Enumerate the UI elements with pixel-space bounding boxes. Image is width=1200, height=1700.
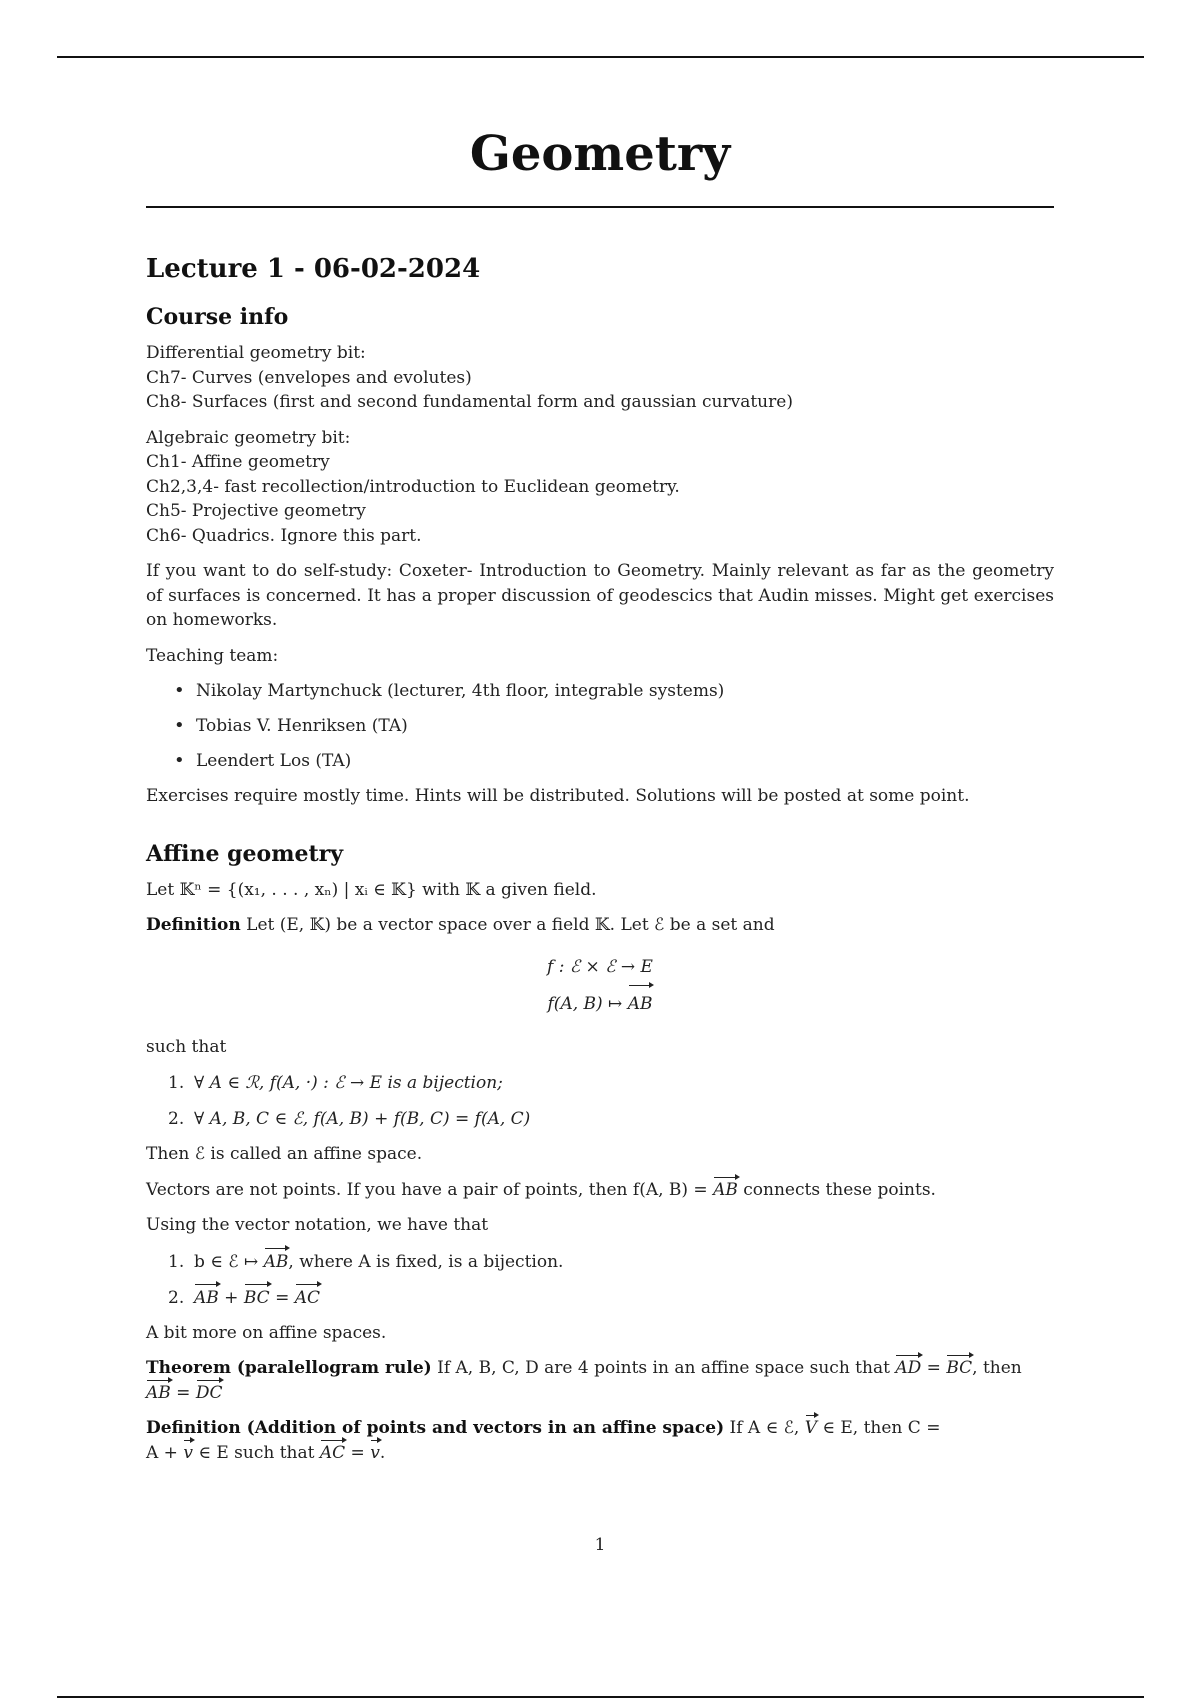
equation-line: f : ℰ × ℰ → E	[547, 956, 653, 977]
vector-BC: BC	[244, 1285, 270, 1311]
text: , where A is fixed, is a bijection.	[288, 1251, 564, 1272]
list-item: • Tobias V. Henriksen (TA)	[174, 714, 1054, 738]
display-equation	[146, 949, 1054, 1023]
text: ∈ E, then C =	[816, 1418, 941, 1438]
text: =	[921, 1358, 947, 1378]
vector-AC: AC	[320, 1441, 345, 1466]
text: A +	[146, 1442, 184, 1463]
affine-intro: Let 𝕂ⁿ = {(x₁, . . . , xₙ) | xᵢ ∈ 𝕂} with 𝕂 a given field.	[146, 879, 597, 900]
text-line: Ch1- Affine geometry	[146, 452, 330, 472]
bottom-rule	[57, 1696, 1144, 1698]
exercises-note: Exercises require mostly time. Hints will be distributed. Solutions will be posted at some point.	[146, 786, 970, 806]
list-number: 1.	[168, 1073, 185, 1093]
text: +	[218, 1287, 244, 1308]
definition-label: Definition	[146, 915, 241, 935]
text: If A, B, C, D are 4 points in an affine space such that	[431, 1358, 896, 1378]
bit-more: A bit more on affine spaces.	[146, 1322, 387, 1343]
vector-AC: AC	[295, 1285, 320, 1311]
condition-text: ∀ A, B, C ∈ ℰ, f(A, B) + f(B, C) = f(A, C)	[194, 1109, 531, 1129]
definition-1	[146, 913, 1054, 938]
text-line: Differential geometry bit:	[146, 343, 366, 363]
lecture-heading: Lecture 1 - 06-02-2024	[146, 254, 481, 284]
theorem-parallelogram	[146, 1356, 1054, 1405]
self-study-paragraph: If you want to do self-study: Coxeter- Introduction to Geometry. Mainly relevant as far as the geometry of surfaces is concerned. It has a proper discussion of geodescics that Audin misses. Might get exercises on homeworks.	[146, 561, 1054, 630]
list-item: • Nikolay Martynchuck (lecturer, 4th floor, integrable systems)	[174, 679, 1054, 703]
such-that: such that	[146, 1036, 227, 1057]
text-line: Ch7- Curves (envelopes and evolutes)	[146, 367, 472, 388]
vectors-not-points	[146, 1178, 1054, 1203]
equation-line	[146, 986, 1054, 1023]
text: connects these points.	[737, 1179, 936, 1200]
text-line: Ch8- Surfaces (first and second fundamental form and gaussian curvature)	[146, 392, 793, 412]
definition-label: Definition (Addition of points and vectors in an affine space)	[146, 1418, 725, 1438]
page-number: 1	[594, 1535, 606, 1555]
text: =	[345, 1442, 371, 1463]
using-vector-notation: Using the vector notation, we have that	[146, 1215, 489, 1235]
list-item: • Leendert Los (TA)	[174, 749, 1054, 773]
theorem-label: Theorem (paralellogram rule)	[146, 1358, 432, 1378]
vector-AB: AB	[264, 1249, 289, 1275]
list-item	[168, 1249, 1054, 1275]
title-underline	[146, 206, 1054, 208]
text-line: Ch6- Quadrics. Ignore this part.	[146, 525, 422, 546]
definition-2	[146, 1416, 1054, 1465]
list-number: 2.	[168, 1287, 185, 1308]
top-rule	[57, 56, 1144, 58]
document-title: Geometry	[469, 126, 731, 182]
vector-V: V	[805, 1416, 817, 1441]
text: b ∈ ℰ ↦	[194, 1251, 264, 1272]
section-affine-heading: Affine geometry	[146, 840, 344, 867]
vector-AB: AB	[713, 1178, 738, 1203]
teaching-team-label: Teaching team:	[146, 645, 279, 666]
condition-text: ∀ A ∈ ℛ, f(A, ·) : ℰ → E is a bijection;	[194, 1073, 503, 1093]
list-item	[168, 1070, 1054, 1096]
section-course-info-heading: Course info	[146, 304, 289, 330]
vector-DC: DC	[196, 1381, 223, 1406]
text: .	[379, 1442, 386, 1463]
page-content	[146, 253, 1054, 1476]
text-line: Ch5- Projective geometry	[146, 501, 366, 521]
differential-block	[146, 341, 1054, 415]
list-item	[168, 1285, 1054, 1311]
list-item	[168, 1106, 1054, 1132]
text: =	[170, 1382, 196, 1403]
text: If A ∈ ℰ,	[724, 1418, 805, 1438]
vector-AD: AD	[895, 1356, 921, 1381]
text: , then	[972, 1358, 1022, 1378]
list-number: 1.	[168, 1251, 185, 1272]
vector-v: v	[370, 1441, 380, 1466]
text: =	[269, 1287, 295, 1308]
vector-AB: AB	[628, 986, 653, 1023]
vector-BC: BC	[946, 1356, 972, 1381]
vector-AB: AB	[194, 1285, 219, 1311]
vector-AB: AB	[146, 1381, 171, 1406]
equation-text: f(A, B) ↦	[547, 993, 628, 1014]
teaching-team-list	[146, 679, 1054, 773]
conditions-list	[146, 1070, 1054, 1132]
definition-text: Let (E, 𝕂) be a vector space over a field 𝕂. Let ℰ be a set and	[240, 915, 775, 935]
text: Vectors are not points. If you have a pair of points, then f(A, B) =	[146, 1179, 714, 1200]
text-line: Ch2,3,4- fast recollection/introduction to Euclidean geometry.	[146, 476, 680, 497]
list-number: 2.	[168, 1109, 185, 1129]
vector-v: v	[183, 1441, 193, 1466]
then-affine: Then ℰ is called an affine space.	[146, 1144, 423, 1164]
text: ∈ E such that	[192, 1442, 320, 1463]
text-line: Algebraic geometry bit:	[146, 427, 351, 448]
vector-notation-list	[146, 1249, 1054, 1311]
algebraic-block	[146, 426, 1054, 549]
